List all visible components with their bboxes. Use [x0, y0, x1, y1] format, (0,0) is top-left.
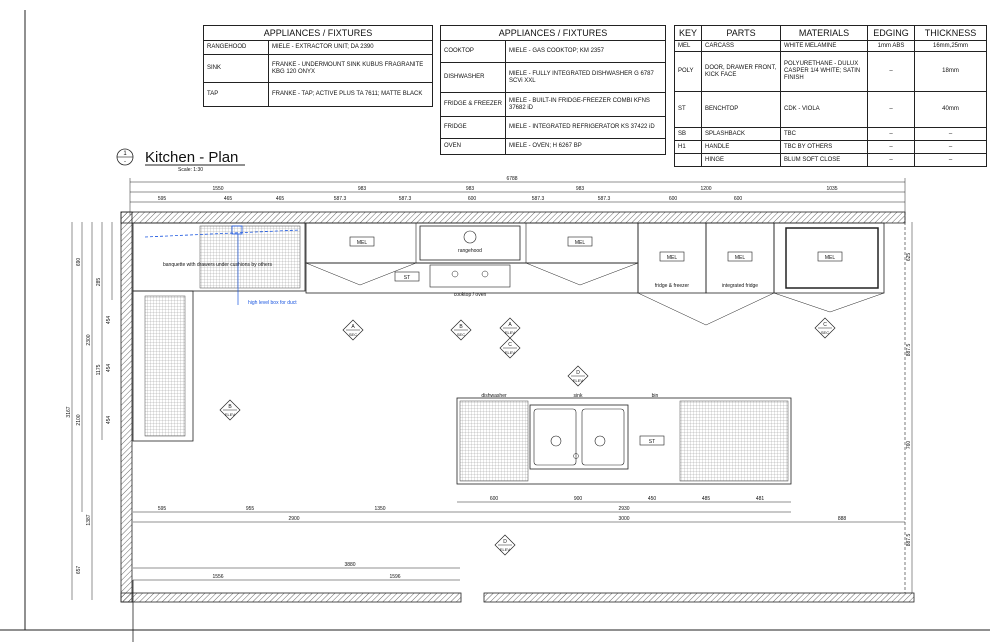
back-wall-run: [306, 223, 638, 298]
island-drawers: [680, 401, 788, 481]
table-cell: H1: [675, 141, 702, 154]
dim-label: 587.3: [333, 196, 347, 202]
dim-label: 983: [575, 186, 585, 192]
dim-label: 1350: [374, 506, 386, 512]
dim-label: 760: [906, 440, 912, 450]
table-cell: 16mm,25mm: [915, 41, 987, 52]
dim-label: 1035: [826, 186, 838, 192]
dim-label: 285: [96, 277, 102, 287]
dim-label: 465: [223, 196, 233, 202]
tag-st-label: ST: [403, 275, 411, 281]
dim-label: 887.5: [906, 343, 912, 357]
table-cell: 40mm: [915, 92, 987, 128]
dim-label: 3167: [66, 406, 72, 418]
marker-c-elev: [500, 338, 520, 358]
bottom-dimensions: [133, 502, 905, 580]
table-cell: FRANKE - UNDERMOUNT SINK KUBUS FRAGRANITE KBG 120 ONYX: [269, 55, 433, 83]
table-cell: DISHWASHER: [441, 63, 506, 93]
tag-mel-label: MEL: [356, 240, 368, 246]
table-cell: FRIDGE & FREEZER: [441, 93, 506, 117]
dim-label: 465: [275, 196, 285, 202]
wall-left: [121, 212, 132, 602]
table-title: APPLIANCES / FIXTURES: [441, 26, 666, 41]
table-cell: SB: [675, 128, 702, 141]
marker-b-elev: [220, 400, 240, 420]
dim-label: 600: [733, 196, 743, 202]
table-cell: –: [915, 128, 987, 141]
dim-label: 595: [157, 196, 167, 202]
dim-label: 983: [357, 186, 367, 192]
marker-a-sec: [343, 320, 363, 340]
svg-text:A: A: [508, 322, 512, 328]
dim-label: 1550: [212, 186, 224, 192]
dim-label: 955: [245, 506, 255, 512]
marker-a-elev: [500, 318, 520, 338]
dim-label: 450: [647, 496, 657, 502]
dim-label: 2300: [86, 334, 92, 346]
dim-label: 2100: [76, 414, 82, 426]
dim-label: 2900: [288, 516, 300, 522]
rangehood-fan: [464, 231, 476, 243]
table-header: EDGING: [868, 26, 915, 41]
table-header: MATERIALS: [781, 26, 868, 41]
dim-label: 600: [489, 496, 499, 502]
dim-label: 1200: [700, 186, 712, 192]
table-cell: –: [868, 141, 915, 154]
dim-label: 587.3: [597, 196, 611, 202]
dim-label: 3000: [618, 516, 630, 522]
sink-bowl-left: [534, 409, 576, 465]
sink-label: sink: [573, 393, 583, 399]
table-cell: TBC BY OTHERS: [781, 141, 868, 154]
table-title: APPLIANCES / FIXTURES: [204, 26, 433, 41]
table-cell: –: [868, 92, 915, 128]
table-cell: –: [915, 141, 987, 154]
dim-label: 888: [837, 516, 847, 522]
table-cell: WHITE MELAMINE: [781, 41, 868, 52]
table-cell: 18mm: [915, 52, 987, 92]
svg-text:SEC: SEC: [348, 332, 358, 337]
svg-text:ELEV: ELEV: [504, 350, 516, 355]
table-cell: FRIDGE: [441, 117, 506, 139]
upper-cabinets: [306, 223, 638, 263]
dim-label: 657: [76, 565, 82, 575]
dim-label: 625: [906, 252, 912, 262]
table-cell: MIELE - INTEGRATED REFRIGERATOR KS 37422 iD: [506, 117, 666, 139]
table-cell: DOOR, DRAWER FRONT, KICK FACE: [702, 52, 781, 92]
cabinet-shelves: [145, 296, 185, 436]
dim-label: 454: [106, 315, 112, 325]
table-cell: HANDLE: [702, 141, 781, 154]
svg-text:A: A: [351, 324, 355, 330]
table-cell: CARCASS: [702, 41, 781, 52]
left-dimensions: [72, 222, 112, 600]
dim-label: 983: [465, 186, 475, 192]
table-cell: BENCHTOP: [702, 92, 781, 128]
dim-label: 3880: [344, 562, 356, 568]
banquette-label: banquette with drawers under cushions by others: [163, 262, 272, 268]
dim-overall: 6788: [506, 176, 518, 182]
tag-st-label: ST: [648, 439, 656, 445]
table-cell: MIELE - FULLY INTEGRATED DISHWASHER G 6787 SCVi XXL: [506, 63, 666, 93]
table-header: KEY: [675, 26, 702, 41]
plan-scale: Scale: 1:30: [178, 167, 204, 173]
sink: [530, 405, 628, 469]
svg-text:B: B: [459, 324, 463, 330]
table-cell: COOKTOP: [441, 41, 506, 63]
table-cell: SINK: [204, 55, 269, 83]
rangehood-label: rangehood: [458, 248, 482, 254]
tag-mel-label: MEL: [824, 255, 836, 261]
table-header: PARTS: [702, 26, 781, 41]
svg-text:C: C: [508, 342, 512, 348]
cooktop-label: cooktop / oven: [453, 292, 487, 298]
svg-text:SEC: SEC: [456, 332, 466, 337]
table-cell: BLUM SOFT CLOSE: [781, 154, 868, 167]
table-cell: –: [868, 128, 915, 141]
dim-label: 887.5: [906, 533, 912, 547]
svg-text:ELEV: ELEV: [499, 547, 511, 552]
marker-b-sec: [451, 320, 471, 340]
table-cell: TBC: [781, 128, 868, 141]
duct-label: high level box for duct: [248, 300, 297, 306]
banquette-area: [133, 223, 305, 441]
cooktop: [430, 265, 510, 287]
marker-c-sec: [815, 318, 835, 338]
dim-label: 600: [668, 196, 678, 202]
table-cell: RANGEHOOD: [204, 41, 269, 55]
wall-bottom-left: [121, 593, 461, 602]
svg-text:ELEV: ELEV: [572, 378, 584, 383]
wall-bottom-right: [484, 593, 914, 602]
wall-top: [121, 212, 905, 223]
base-cabinets: [306, 263, 638, 293]
tag-mel-label: MEL: [574, 240, 586, 246]
svg-text:D: D: [503, 539, 507, 545]
table-cell: MIELE - EXTRACTOR UNIT; DA 2390: [269, 41, 433, 55]
plan-title-block: [117, 149, 245, 173]
dim-label: 454: [106, 363, 112, 373]
dim-label: 2930: [618, 506, 630, 512]
svg-text:D: D: [576, 370, 580, 376]
tag-mel-label: MEL: [666, 255, 678, 261]
fridge-freezer-label: fridge & freezer: [654, 283, 690, 289]
dim-label: 1596: [389, 574, 401, 580]
drawing-number: 1: [123, 151, 127, 157]
tag-mel-label: MEL: [734, 255, 746, 261]
table-cell: FRANKE - TAP; ACTIVE PLUS TA 7611; MATTE BLACK: [269, 83, 433, 107]
dim-label: 587.3: [531, 196, 545, 202]
svg-text:C: C: [823, 322, 827, 328]
dim-label: 600: [467, 196, 477, 202]
integrated-fridge-label: integrated fridge: [721, 283, 759, 289]
table-cell: SPLASHBACK: [702, 128, 781, 141]
dim-label: 1175: [96, 364, 102, 376]
table-cell: POLYURETHANE - DULUX CASPER 1/4 WHITE; SATIN FINISH: [781, 52, 868, 92]
table-cell: –: [868, 154, 915, 167]
marker-d-elev-top: [568, 366, 588, 386]
dim-label: 454: [106, 415, 112, 425]
svg-text:ELEV: ELEV: [224, 412, 236, 417]
dim-label: 485: [701, 496, 711, 502]
marker-d-elev-bottom: [495, 535, 515, 555]
table-cell: 1mm ABS: [868, 41, 915, 52]
top-dimensions: [130, 178, 905, 215]
table-cell: CDK - VIOLA: [781, 92, 868, 128]
dim-label: 595: [157, 506, 167, 512]
dim-label: 1556: [212, 574, 224, 580]
bin-label: bin: [651, 393, 659, 399]
table-cell: –: [915, 154, 987, 167]
drawing-sheet: -: [124, 159, 126, 165]
banquette-cushion: [200, 226, 300, 288]
table-cell: TAP: [204, 83, 269, 107]
dim-label: 690: [76, 257, 82, 267]
dishwasher: [460, 401, 528, 481]
table-cell: ST: [675, 92, 702, 128]
table-cell: MEL: [675, 41, 702, 52]
table-cell: HINGE: [702, 154, 781, 167]
table-header: THICKNESS: [915, 26, 987, 41]
dishwasher-label: dishwasher: [481, 393, 507, 399]
svg-text:B: B: [228, 404, 232, 410]
plan-title: Kitchen - Plan: [145, 149, 239, 166]
table-cell: OVEN: [441, 139, 506, 155]
table-cell: –: [868, 52, 915, 92]
dim-label: 900: [573, 496, 583, 502]
table-cell: POLY: [675, 52, 702, 92]
fridge-run: [638, 223, 884, 325]
dim-label: 1387: [86, 514, 92, 526]
dim-label: 481: [755, 496, 765, 502]
island: [457, 393, 791, 484]
table-cell: MIELE - BUILT-IN FRIDGE-FREEZER COMBI KFNS 37682 iD: [506, 93, 666, 117]
table-cell: MIELE - OVEN; H 6267 BP: [506, 139, 666, 155]
svg-text:ELEV: ELEV: [504, 330, 516, 335]
dim-label: 587.3: [398, 196, 412, 202]
table-cell: MIELE - GAS COOKTOP; KM 2357: [506, 41, 666, 63]
svg-text:SEC: SEC: [820, 330, 830, 335]
